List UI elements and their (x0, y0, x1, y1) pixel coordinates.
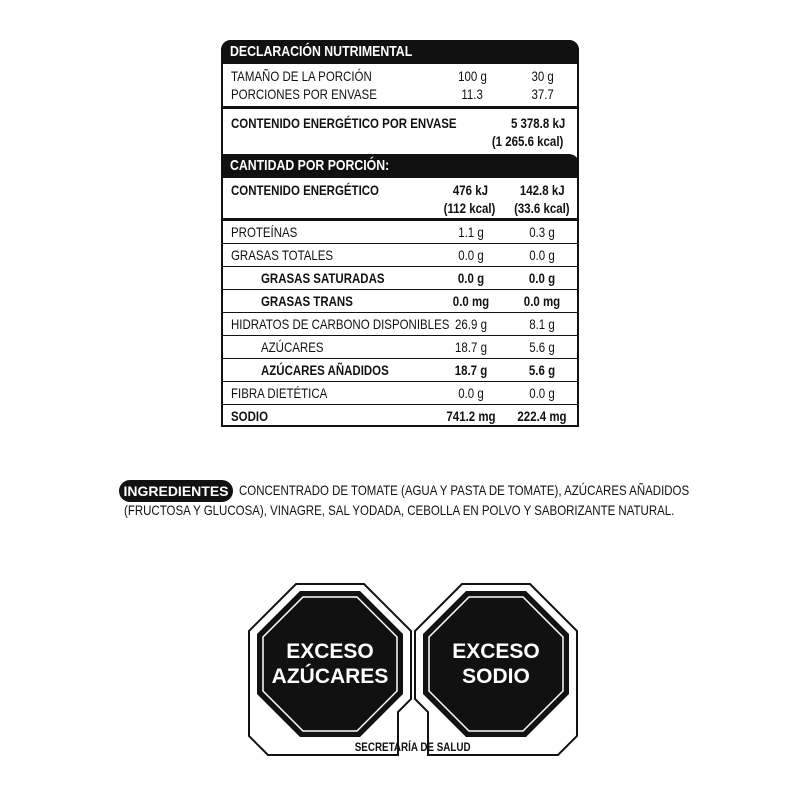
row-divider (223, 243, 577, 244)
servings-label: PORCIONES POR ENVASE (231, 86, 377, 102)
nutrient-label: GRASAS TRANS (261, 293, 353, 309)
seal-right-line-2: SODIO (462, 665, 530, 688)
row-divider (223, 312, 577, 313)
nutrient-label: FIBRA DIETÉTICA (231, 385, 328, 401)
nutrient-value-portion: 5.6 g (529, 339, 555, 355)
nutrient-value-portion: 0.0 g (529, 385, 555, 401)
health-authority-text: SECRETARÍA DE SALUD (355, 740, 471, 754)
divider (223, 218, 577, 221)
serving-size-label: TAMAÑO DE LA PORCIÓN (231, 68, 372, 84)
energy-100-kcal: (112 kcal) (444, 200, 496, 216)
nutrient-label: SODIO (231, 408, 269, 424)
nutrition-facts-table (221, 40, 579, 427)
energy-portion-kcal: (33.6 kcal) (514, 200, 570, 216)
nutrient-value-portion: 0.0 g (528, 270, 556, 286)
per-portion-title-bar (221, 154, 579, 178)
nutrient-value-100g: 26.9 g (455, 316, 487, 332)
nutrient-row (223, 337, 577, 357)
seal-left-line-2: AZÚCARES (271, 665, 389, 688)
nutrient-label: HIDRATOS DE CARBONO DISPONIBLES (231, 316, 450, 332)
nutrient-row (223, 268, 577, 288)
nutrient-label: AZÚCARES AÑADIDOS (261, 362, 389, 378)
nutrient-value-portion: 0.0 g (529, 247, 555, 263)
nutrient-label: PROTEÍNAS (231, 224, 298, 240)
nutrient-row (223, 222, 577, 242)
nutrient-value-100g: 0.0 g (458, 385, 484, 401)
seal-left-line-1: EXCESO (286, 640, 374, 663)
warning-seals (248, 583, 578, 769)
nutrient-row (223, 383, 577, 403)
servings-portion: 37.7 (531, 86, 554, 102)
serving-size-portion: 30 g (531, 68, 554, 84)
nutrient-value-100g: 741.2 mg (446, 408, 496, 424)
nutrient-row (223, 314, 577, 334)
nutrient-label: AZÚCARES (261, 339, 324, 355)
nutrient-value-100g: 1.1 g (458, 224, 484, 240)
energy-100-kj: 476 kJ (452, 182, 488, 198)
health-authority-label (248, 740, 578, 754)
nutrient-value-portion: 0.3 g (529, 224, 555, 240)
nutrient-row (223, 245, 577, 265)
nutrient-value-100g: 18.7 g (455, 339, 487, 355)
nutrient-value-portion: 222.4 mg (517, 408, 567, 424)
ingredients-line-2-wrap (124, 499, 795, 521)
nutrient-value-100g: 0.0 g (458, 247, 484, 263)
row-divider (223, 358, 577, 359)
servings-row (223, 84, 577, 104)
energy-per-pack-kcal: (1 265.6 kcal) (491, 133, 564, 149)
nutrient-value-100g: 18.7 g (454, 362, 488, 378)
nutrition-title: DECLARACIÓN NUTRIMENTAL (230, 43, 413, 60)
nutrient-value-portion: 5.6 g (528, 362, 556, 378)
seal-right-line-1: EXCESO (452, 640, 540, 663)
seal-right-text (431, 639, 561, 689)
servings-100: 11.3 (461, 86, 483, 102)
seal-left-text (265, 639, 395, 689)
energy-per-pack-kj: 5 378.8 kJ (510, 115, 566, 131)
row-divider (223, 266, 577, 267)
serving-size-100: 100 g (458, 68, 487, 84)
row-divider (223, 335, 577, 336)
serving-size-row (223, 66, 577, 86)
row-divider (223, 404, 577, 405)
nutrient-row (223, 406, 577, 426)
energy-label: CONTENIDO ENERGÉTICO (231, 182, 379, 198)
nutrient-label: GRASAS SATURADAS (261, 270, 385, 286)
energy-portion-values (507, 181, 577, 217)
row-divider (223, 289, 577, 290)
nutrition-title-bar (221, 40, 579, 64)
per-portion-title: CANTIDAD POR PORCIÓN: (230, 157, 390, 174)
ingredients-line-1-wrap (239, 479, 788, 501)
energy-portion-kj: 142.8 kJ (519, 182, 565, 198)
nutrient-value-portion: 8.1 g (529, 316, 555, 332)
energy-100-values (435, 181, 505, 217)
row-divider (223, 381, 577, 382)
ingredients-line-1: CONCENTRADO DE TOMATE (AGUA Y PASTA DE TOMATE), AZÚCARES AÑADIDOS (239, 482, 690, 498)
nutrient-row (223, 291, 577, 311)
ingredients-label: INGREDIENTES (123, 483, 229, 499)
energy-per-pack-label: CONTENIDO ENERGÉTICO POR ENVASE (231, 115, 457, 131)
nutrient-row (223, 360, 577, 380)
nutrient-value-portion: 0.0 mg (523, 293, 561, 309)
energy-per-pack-values (484, 114, 571, 150)
nutrient-value-100g: 0.0 mg (452, 293, 490, 309)
ingredients-line-2: (FRUCTOSA Y GLUCOSA), VINAGRE, SAL YODADA, CEBOLLA EN POLVO Y SABORIZANTE NATURAL. (124, 502, 675, 518)
nutrient-label: GRASAS TOTALES (231, 247, 334, 263)
nutrient-value-100g: 0.0 g (457, 270, 485, 286)
divider (223, 106, 577, 109)
